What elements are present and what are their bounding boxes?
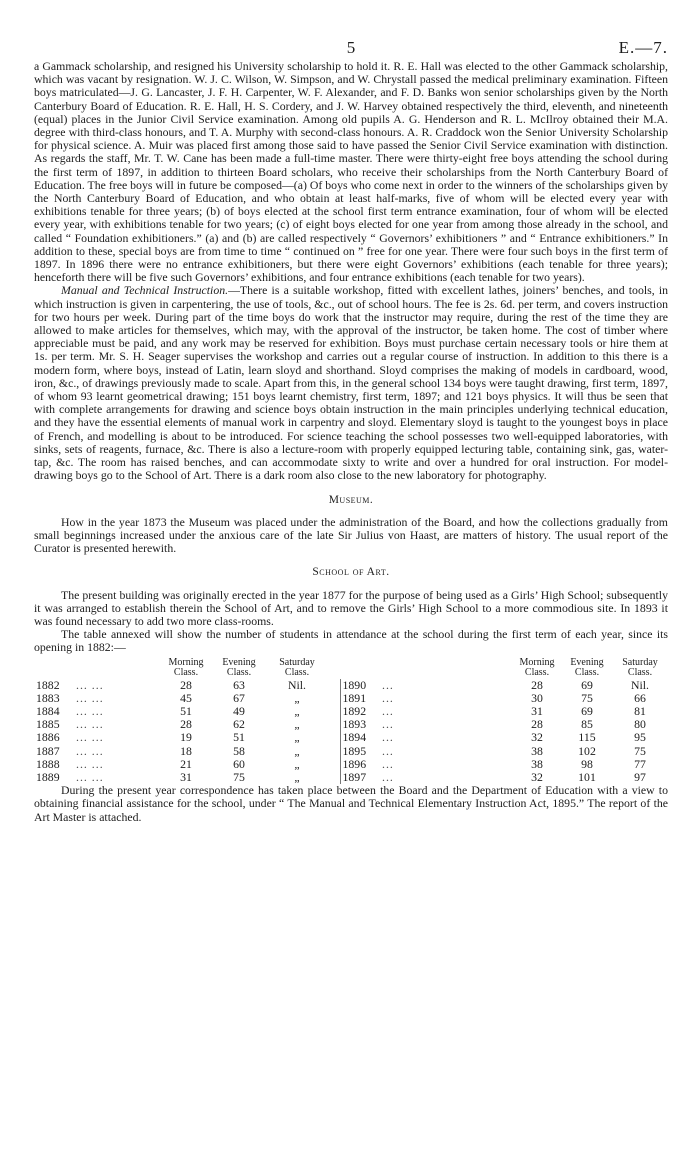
column-divider xyxy=(326,731,340,744)
column-divider xyxy=(326,679,340,692)
page-number: 5 xyxy=(346,38,356,57)
cell-right-saturday: 81 xyxy=(634,703,646,718)
cell-left-morning: 31 xyxy=(180,769,192,784)
header-morning-right: Morning Class. xyxy=(519,656,555,679)
section-title-manual: Manual and Technical Instruction. xyxy=(61,283,229,298)
cell-left-dots: ... ... xyxy=(76,730,104,745)
cell-left-evening: 49 xyxy=(233,703,245,718)
cell-right-year: 1891 xyxy=(342,690,367,705)
cell-left-morning: 45 xyxy=(180,690,192,705)
cell-right-saturday: Nil. xyxy=(630,677,650,692)
heading-museum: Museum. xyxy=(328,493,374,506)
cell-right-year: 1895 xyxy=(342,743,367,758)
page-header xyxy=(34,38,668,60)
body-text xyxy=(34,60,668,655)
column-divider xyxy=(326,705,340,718)
cell-right-evening: 69 xyxy=(581,677,593,692)
cell-right-dots: ... xyxy=(382,769,394,784)
paragraph-scholarships: a Gammack scholarship, and resigned his University scholarship to hold it. R. E. Hall was elected to the other Gammack scholarship, which was vacant by resignation. W. J. C. Wilson, W. Simpson, and W. Chrystall passed the medical preliminary examination. Fifteen boys matriculated—J. G. Lancaster, J. F. H. Carpenter, W. F. Alexander, and F. D. Banks won senior scholarships given by the North Canterbury Board of Education. R. E. Hall, H. S. Cordery, and J. W. Harvey obtained respectively the third, eleventh, and nineteenth (equal) places in the Junior Civil Service examination. Among old pupils A. G. Henderson and R. L. McIlroy obtained their M.A. degree with third-class honours, and T. A. Murphy with second-class honours. A. R. Craddock won the Senior University Scholarship for physical science. A. Muir was placed first among those said to have passed the Senior Civil Service examination with distinction. As regards the staff, Mr. T. W. Cane has been made a full-time master. There were thirty-eight free boys attending the school during the first term of 1897, in addition to thirteen Board scholars, who receive their scholarships from the North Canterbury Board of Education. The free boys will in future be composed—(a) Of boys who come next in order to the winners of the scholarships given by the North Canterbury Board of Education, and who obtain at least half-marks, five of whom will be elected every year with exhibitions tenable for three years; (b) of boys elected at the school first term entrance examination, four of whom will be elected every year, with exhibitions tenable for two years; (c) of eight boys elected for one year from among those already in the school, and called “ Foundation exhibitioners.” (a) and (b) are called respectively “ Governors’ exhibitioners ” and “ Entrance exhibitioners.” In addition to these, special boys are from time to time “ continued on ” free for one year. There were four such boys in the first term of 1897. In 1896 there were no entrance exhibitioners, but there were eight Governors’ exhibitions (each tenable for three years); henceforth there will be five such Governors’ exhibitions, and four entrance exhibitions (each tenable for two years). xyxy=(34,59,668,285)
cell-left-year: 1885 xyxy=(36,717,60,732)
paragraph-art-building: The present building was originally erected in the year 1877 for the purpose of being used as a Girls’ High School; subsequently it was arranged to establish therein the School of Art, and to remove the Girls’ High School to a more commodious site. In 1893 it was found necessary to add two more class-rooms. xyxy=(34,587,668,628)
cell-left-saturday: „ xyxy=(294,743,300,758)
table-row xyxy=(34,758,668,771)
cell-right-saturday: 66 xyxy=(634,690,646,705)
cell-right-morning: 38 xyxy=(531,743,543,758)
cell-left-morning: 51 xyxy=(180,703,192,718)
cell-left-year: 1887 xyxy=(36,743,60,758)
cell-right-morning: 38 xyxy=(531,756,543,771)
cell-left-morning: 21 xyxy=(180,756,192,771)
cell-right-dots: ... xyxy=(382,730,394,745)
cell-left-evening: 63 xyxy=(233,677,245,692)
cell-right-evening: 102 xyxy=(578,743,596,758)
cell-right-saturday: 80 xyxy=(634,717,646,732)
cell-right-year: 1892 xyxy=(342,703,367,718)
column-divider xyxy=(326,718,340,731)
table-row xyxy=(34,692,668,705)
cell-right-saturday: 77 xyxy=(634,756,646,771)
cell-right-morning: 32 xyxy=(531,730,543,745)
cell-left-morning: 18 xyxy=(180,743,192,758)
cell-left-morning: 28 xyxy=(180,677,192,692)
header-morning-left: Morning Class. xyxy=(168,656,204,679)
cell-right-evening: 85 xyxy=(581,717,593,732)
header-saturday-right: Saturday Class. xyxy=(622,656,658,679)
table-row xyxy=(34,731,668,744)
header-evening-left: Evening Class. xyxy=(222,656,256,679)
cell-left-saturday: „ xyxy=(294,703,300,718)
column-divider xyxy=(326,758,340,771)
cell-right-morning: 31 xyxy=(531,703,543,718)
cell-left-dots: ... ... xyxy=(76,690,104,705)
table-row xyxy=(34,679,668,692)
cell-left-evening: 60 xyxy=(233,756,245,771)
column-divider xyxy=(326,692,340,705)
cell-right-evening: 98 xyxy=(581,756,593,771)
cell-left-dots: ... ... xyxy=(76,677,104,692)
cell-right-evening: 101 xyxy=(578,769,596,784)
cell-right-saturday: 75 xyxy=(634,743,646,758)
cell-right-saturday: 95 xyxy=(634,730,646,745)
cell-left-year: 1883 xyxy=(36,690,60,705)
cell-right-year: 1890 xyxy=(342,677,367,692)
closing-text xyxy=(34,784,668,824)
paragraph-correspondence: During the present year correspondence has taken place between the Board and the Department of Education with a view to obtaining financial assistance for the school, under “ The Manual and Technical Elementary Instruction Act, 1895.” The report of the Art Master is attached. xyxy=(34,783,668,824)
cell-left-evening: 62 xyxy=(233,717,245,732)
cell-right-year: 1893 xyxy=(342,717,367,732)
document-reference: E.—7. xyxy=(618,38,668,57)
cell-left-saturday: „ xyxy=(294,769,300,784)
cell-left-year: 1884 xyxy=(36,703,60,718)
cell-right-evening: 115 xyxy=(578,730,596,745)
cell-left-saturday: „ xyxy=(294,717,300,732)
cell-right-morning: 30 xyxy=(531,690,543,705)
cell-left-evening: 75 xyxy=(233,769,245,784)
cell-left-dots: ... ... xyxy=(76,756,104,771)
cell-right-dots: ... xyxy=(382,690,394,705)
cell-left-dots: ... ... xyxy=(76,717,104,732)
cell-left-year: 1888 xyxy=(36,756,60,771)
table-row xyxy=(34,745,668,758)
cell-left-evening: 51 xyxy=(233,730,245,745)
cell-right-year: 1896 xyxy=(342,756,367,771)
paragraph-museum: How in the year 1873 the Museum was placed under the administration of the Board, and how the collections gradually from small beginnings increased under the anxious care of the late Sir Julius von Haast, are matters of history. The usual report of the Curator is presented herewith. xyxy=(34,514,668,556)
cell-right-morning: 28 xyxy=(531,677,543,692)
cell-left-year: 1889 xyxy=(36,769,60,784)
cell-left-morning: 19 xyxy=(180,730,192,745)
cell-right-evening: 75 xyxy=(581,690,593,705)
cell-left-year: 1882 xyxy=(36,677,60,692)
cell-left-dots: ... ... xyxy=(76,703,104,718)
heading-school-of-art: School of Art. xyxy=(312,566,390,579)
cell-left-morning: 28 xyxy=(180,717,192,732)
cell-left-dots: ... ... xyxy=(76,743,104,758)
cell-right-evening: 69 xyxy=(581,703,593,718)
column-divider xyxy=(326,745,340,758)
table-header-row xyxy=(34,658,668,679)
paragraph-table-intro: The table annexed will show the number of students in attendance at the school during the first term of each year, since its opening in 1882:— xyxy=(34,627,668,655)
header-evening-right: Evening Class. xyxy=(570,656,604,679)
header-saturday-left: Saturday Class. xyxy=(279,656,315,679)
cell-left-evening: 58 xyxy=(233,743,245,758)
document-page xyxy=(34,38,668,824)
cell-right-dots: ... xyxy=(382,677,394,692)
cell-left-saturday: „ xyxy=(294,730,300,745)
cell-left-evening: 67 xyxy=(233,690,245,705)
paragraph-manual-body: —There is a suitable workshop, fitted with excellent lathes, joiners’ benches, and tools, in which instruction is given in carpentering, the use of tools, &c., out of school hours. The fee is 2s. 6d. per term, and covers instruction for two hours per week. During part of the time boys do work that the instructor may require, during the rest of the time they are allowed to make articles for themselves, which may, with the approval of the instructor, be taken home. The cost of timber where appreciable must be paid, and any work may be reserved for exhibition. Boys must purchase certain necessary tools or hire them at 1s. per term. Mr. S. H. Seager supervises the workshop and carries out a regular course of instruction. In addition to this there is a modern form, where boys, instead of Latin, learn sloyd and shorthand. Sloyd comprises the making of models in cardboard, wood, iron, &c., of drawings previously made to scale. Apart from this, in the general school 134 boys were taught drawing, first term, 1897, of whom 93 learnt geometrical drawing; 151 boys learnt chemistry, first term, 1897; and 121 boys physics. It will thus be seen that with complete arrangements for drawing and science boys obtain instruction in the main principles underlying technical education, and they have the essential elements of manual work in carpentry and sloyd. Elementary sloyd is taught to the youngest boys in place of French, and modelling is about to be introduced. For science teaching the school possesses two well-equipped laboratories, with sinks, sets of reagents, furnace, &c. There is also a lecture-room with properly equipped lecturing table, containing sink, gas, water-tap, &c. The room has raised benches, and can accommodate sixty to write and over a hundred for oral instruction. For model-drawing boys go to the School of Art. There is a dark room also close to the new laboratory for photography. xyxy=(34,283,669,483)
cell-right-dots: ... xyxy=(382,717,394,732)
cell-right-saturday: 97 xyxy=(634,769,646,784)
cell-left-saturday: „ xyxy=(294,756,300,771)
attendance-table xyxy=(34,658,668,785)
cell-right-morning: 28 xyxy=(531,717,543,732)
cell-right-year: 1894 xyxy=(342,730,367,745)
cell-left-dots: ... ... xyxy=(76,769,104,784)
cell-left-saturday: „ xyxy=(294,690,300,705)
cell-right-dots: ... xyxy=(382,703,394,718)
paragraph-manual-instruction xyxy=(34,284,668,482)
cell-right-dots: ... xyxy=(382,743,394,758)
cell-left-saturday: Nil. xyxy=(287,677,307,692)
cell-right-year: 1897 xyxy=(342,769,367,784)
cell-right-dots: ... xyxy=(382,756,394,771)
cell-right-morning: 32 xyxy=(531,769,543,784)
cell-left-year: 1886 xyxy=(36,730,60,745)
